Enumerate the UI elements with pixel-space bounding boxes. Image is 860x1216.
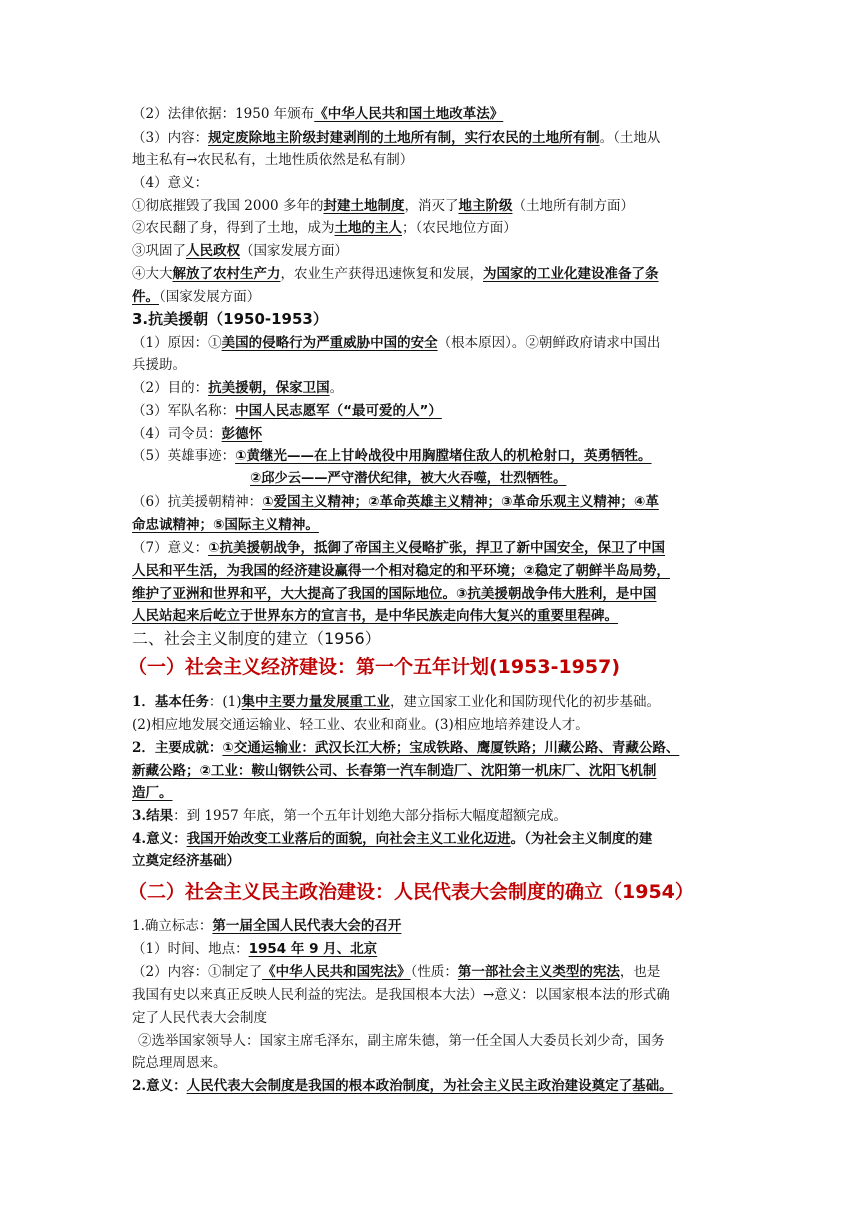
korea-significance: （7）意义：①抗美援朝战争，抵御了帝国主义侵略扩张，捍卫了新中国安全，保卫了中国 [132,540,666,556]
content-line-cont: 地主私有→农民私有，土地性质依然是私有制） [132,152,414,168]
korea-aim: （2）目的：抗美援朝，保家卫国。 [132,380,344,396]
content-line: （3）内容：规定废除地主阶级封建剥削的土地所有制，实行农民的土地所有制。（土地从 [132,130,661,146]
korea-commander: （4）司令员：彭德怀 [132,426,263,442]
econ-result: 3.结果：到 1957 年底，第一个五年计划绝大部分指标大幅度超额完成。 [132,808,568,824]
politics-sign: 1.确立标志：第一届全国人民代表大会的召开 [132,918,402,934]
korea-spirit-cont: 命忠诚精神；⑤国际主义精神。 [132,517,319,533]
politics-time: （1）时间、地点：1954 年 9 月、北京 [132,941,378,957]
significance-item-4-cont: 件。（国家发展方面） [132,289,261,305]
korea-cause: （1）原因：①美国的侵略行为严重威胁中国的安全（根本原因）。②朝鲜政府请求中国出 [132,335,661,351]
politics-content-3: 定了人民代表大会制度 [132,1010,267,1026]
law-name: 《中华人民共和国土地改革法》 [314,106,504,122]
econ-meaning-2: 立奠定经济基础） [132,853,240,869]
econ-achievement-3: 造厂。 [132,785,173,801]
significance-item-4: ④大大解放了农村生产力，农业生产获得迅速恢复和发展，为国家的工业化建设准备了条 [132,266,659,282]
korea-spirit: （6）抗美援朝精神：①爱国主义精神；②革命英雄主义精神；③革命乐观主义精神；④革 [132,494,659,510]
korea-significance-4: 人民站起来后屹立于世界东方的宣言书，是中华民族走向伟大复兴的重要里程碑。 [132,608,618,624]
korea-section-title: 3.抗美援朝（1950-1953） [132,310,328,328]
politics-meaning: 2.意义：人民代表大会制度是我国的根本政治制度，为社会主义民主政治建设奠定了基础。 [132,1078,673,1094]
section-2-title: 二、社会主义制度的建立（1956） [132,629,381,648]
econ-meaning: 4.意义：我国开始改变工业落后的面貌，向社会主义工业化迈进。（为社会主义制度的建 [132,831,653,847]
politics-election: ②选举国家领导人：国家主席毛泽东，副主席朱德，第一任全国人大委员长刘少奇，国务 [138,1033,665,1049]
significance-item-3: ③巩固了人民政权（国家发展方面） [132,243,348,259]
korea-cause-cont: 兵援助。 [132,357,186,373]
law-basis-line: （2）法律依据：1950 年颁布《中华人民共和国土地改革法》 [132,106,504,122]
significance-item-1: ①彻底摧毁了我国 2000 多年的封建土地制度，消灭了地主阶级（土地所有制方面） [132,198,634,214]
politics-content-2: 我国有史以来真正反映人民利益的宪法。是我国根本大法）→意义：以国家根本法的形式确 [132,987,670,1003]
korea-significance-3: 维护了亚洲和世界和平，大大提高了我国的国际地位。③抗美援朝战争伟大胜利，是中国 [132,586,657,602]
econ-achievement: 2．主要成就：①交通运输业：武汉长江大桥；宝成铁路、鹰厦铁路；川藏公路、青藏公路、 [132,740,680,756]
korea-heroes: （5）英雄事迹：①黄继光——在上甘岭战役中用胸膛堵住敌人的机枪射口，英勇牺牲。 [132,448,652,464]
significance-item-2: ②农民翻了身，得到了土地，成为土地的主人；（农民地位方面） [132,220,517,236]
econ-task: 1．基本任务：(1)集中主要力量发展重工业，建立国家工业化和国防现代化的初步基础。 [132,694,661,710]
econ-achievement-2: 新藏公路；②工业：鞍山钢铁公司、长春第一汽车制造厂、沈阳第一机床厂、沈阳飞机制 [132,763,657,779]
significance-label: （4）意义： [132,175,209,191]
politics-content: （2）内容：①制定了《中华人民共和国宪法》（性质：第一部社会主义类型的宪法，也是 [132,964,661,980]
korea-army: （3）军队名称：中国人民志愿军（“最可爱的人”） [132,403,442,419]
korea-heroes-2: ②邱少云——严守潜伏纪律，被大火吞噬，壮烈牺牲。 [250,471,567,486]
politics-election-2: 院总理周恩来。 [132,1055,227,1071]
politics-heading: （二）社会主义民主政治建设：人民代表大会制度的确立（1954） [128,881,694,903]
korea-significance-2: 人民和平生活，为我国的经济建设赢得一个相对稳定的和平环境；②稳定了朝鲜半岛局势， [132,563,670,579]
economy-heading: （一）社会主义经济建设：第一个五年计划(1953-1957) [128,656,621,678]
econ-task-2: (2)相应地发展交通运输业、轻工业、农业和商业。(3)相应地培养建设人才。 [132,717,589,733]
